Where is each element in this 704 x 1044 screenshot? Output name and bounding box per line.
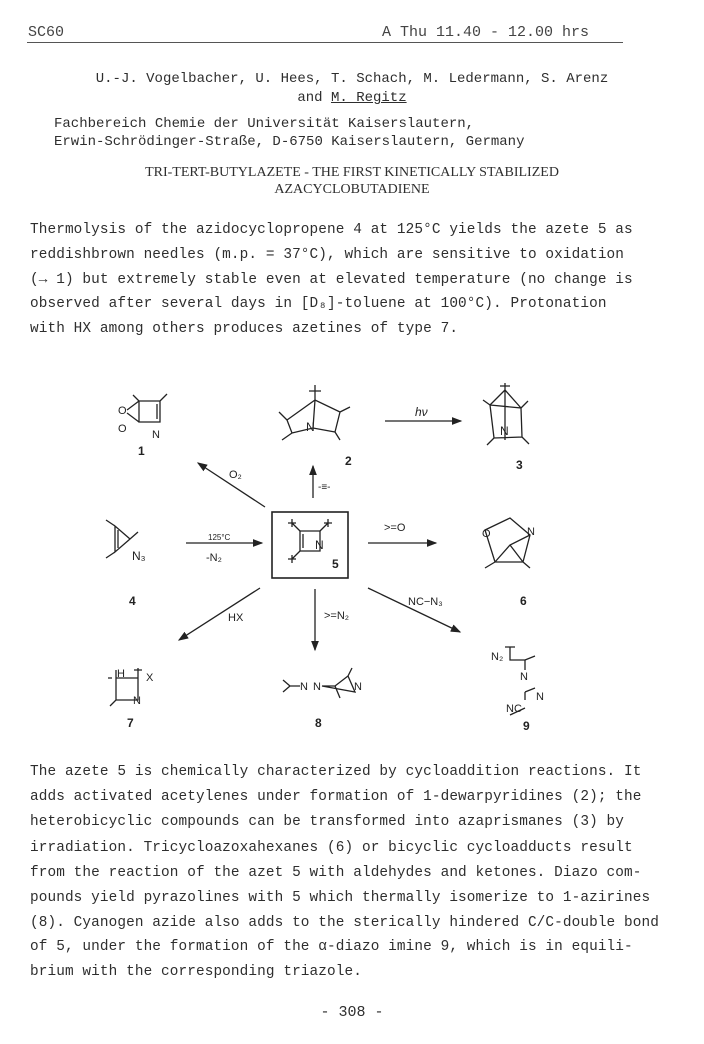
- atom-n: N: [133, 695, 141, 707]
- atom-n2: N₂: [491, 651, 504, 663]
- atom-n: N: [536, 691, 544, 703]
- reagent-hx: HX: [228, 612, 244, 624]
- compound-label-5: 5: [332, 557, 339, 571]
- atom-o: O: [482, 528, 491, 540]
- atom-h: H: [117, 668, 125, 680]
- paper-title: TRI-TERT-BUTYLAZETE - THE FIRST KINETICALLY STABILIZED: [145, 165, 559, 180]
- and-text: and: [297, 90, 331, 106]
- header-rule: [27, 42, 623, 43]
- reagent-alkyne: -≡-: [318, 482, 331, 493]
- arrow-to-7: [179, 588, 260, 640]
- paragraph-line: of 5, under the formation of the α-diazo imine 9, which is in equili-: [30, 939, 633, 955]
- atom-o: O: [118, 405, 127, 417]
- atom-n: N: [315, 538, 324, 552]
- affiliation-line: Fachbereich Chemie der Universität Kaiserslautern,: [54, 116, 475, 132]
- affiliation-line: Erwin-Schrödinger-Straße, D-6750 Kaiserslautern, Germany: [54, 134, 525, 150]
- paper-title-2: AZACYCLOBUTADIENE: [274, 182, 430, 197]
- reagent-cyanogen-azide: NC−N₃: [408, 596, 443, 608]
- paragraph-line: Thermolysis of the azidocyclopropene 4 at 125°C yields the azete 5 as: [30, 222, 633, 238]
- session-time: A Thu 11.40 - 12.00 hrs: [382, 24, 590, 41]
- abstract-code: SC60: [28, 24, 65, 41]
- compound-label-1: 1: [138, 444, 145, 458]
- reagent-temperature: 125°C: [208, 533, 231, 542]
- paragraph-line: heterobicyclic compounds can be transformed into azaprismanes (3) by: [30, 814, 625, 830]
- compound-label-9: 9: [523, 719, 530, 733]
- paragraph-line: reddishbrown needles (m.p. = 37°C), which are sensitive to oxidation: [30, 247, 625, 263]
- atom-x: X: [146, 672, 154, 684]
- reaction-scheme: [0, 370, 704, 750]
- paragraph-line: from the reaction of the azet 5 with aldehydes and ketones. Diazo com-: [30, 865, 642, 881]
- reagent-minus-n2: -N₂: [206, 552, 222, 564]
- atom-n: N: [520, 671, 528, 683]
- compound-label-2: 2: [345, 454, 352, 468]
- compound-label-8: 8: [315, 716, 322, 730]
- paragraph-line: The azete 5 is chemically characterized by cycloaddition reactions. It: [30, 764, 642, 780]
- reagent-hv: hν: [415, 405, 428, 419]
- paragraph-line: with HX among others produces azetines of type 7.: [30, 321, 459, 337]
- reagent-o2: O₂: [229, 469, 242, 481]
- paragraph-line: brium with the corresponding triazole.: [30, 964, 362, 980]
- compound-label-4: 4: [129, 594, 136, 608]
- atom-n: N: [354, 681, 362, 693]
- compound-label-3: 3: [516, 458, 523, 472]
- presenting-author: M. Regitz: [330, 90, 407, 106]
- paragraph-line: (→ 1) but extremely stable even at elevated temperature (no change is: [30, 272, 633, 288]
- atom-n3: N₃: [132, 549, 146, 563]
- paragraph-line: pounds yield pyrazolines with 5 which thermally isomerize to 1-azirines: [30, 890, 651, 906]
- compound-label-6: 6: [520, 594, 527, 608]
- reagent-carbonyl: >=O: [384, 522, 406, 534]
- page-number: - 308 -: [320, 1004, 384, 1021]
- paragraph-line: adds activated acetylenes under formation of 1-dewarpyridines (2); the: [30, 789, 642, 805]
- authors-line: U.-J. Vogelbacher, U. Hees, T. Schach, M. Ledermann, S. Arenz: [95, 71, 609, 87]
- atom-nc: NC: [506, 703, 522, 715]
- atom-n: N: [500, 424, 509, 438]
- arrow-to-9: [368, 588, 460, 632]
- authors-line-2: [0, 90, 704, 106]
- compound-label-7: 7: [127, 716, 134, 730]
- reagent-diazo: >=N₂: [324, 610, 350, 622]
- paragraph-line: (8). Cyanogen azide also adds to the sterically hindered C/C-double bond: [30, 915, 659, 931]
- paragraph-line: irradiation. Tricycloazoxahexanes (6) or bicyclic cycloadducts result: [30, 840, 633, 856]
- atom-n: N: [152, 429, 160, 441]
- atom-n: N: [306, 420, 315, 434]
- paragraph-line: observed after several days in [D₈]-toluene at 100°C). Protonation: [30, 296, 607, 312]
- atom-n: N: [300, 681, 308, 693]
- atom-n: N: [313, 681, 321, 693]
- atom-n: N: [527, 526, 535, 538]
- atom-o: O: [118, 423, 127, 435]
